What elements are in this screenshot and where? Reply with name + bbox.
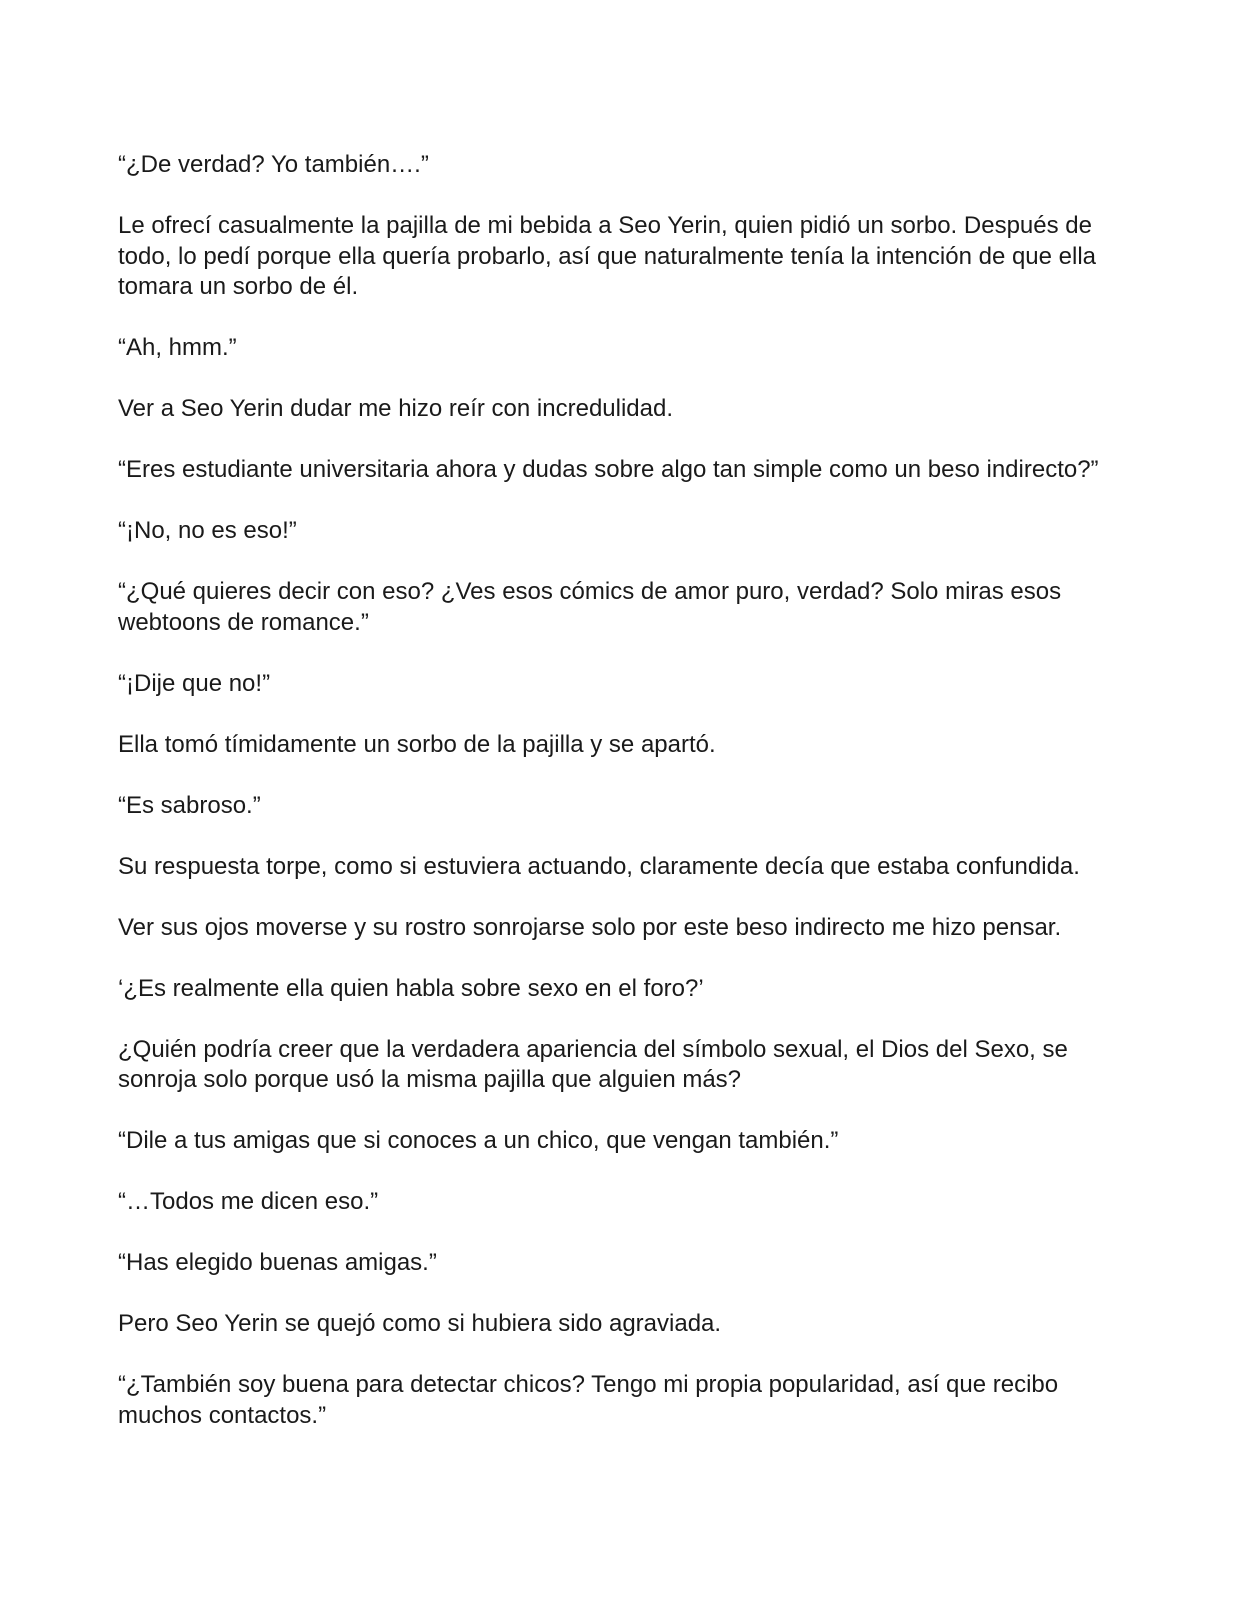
paragraph: Su respuesta torpe, como si estuviera actuando, claramente decía que estaba confundida. bbox=[118, 852, 1080, 880]
paragraph: Ver sus ojos moverse y su rostro sonrojarse solo por este beso indirecto me hizo pensar. bbox=[118, 913, 1062, 941]
paragraph: Le ofrecí casualmente la pajilla de mi bebida a Seo Yerin, quien pidió un sorbo. Después de todo, lo pedí porque ella quería probarlo, así que naturalmente tenía la intención de que ella tomara un sorbo de él. bbox=[118, 212, 1097, 300]
paragraph: “Eres estudiante universitaria ahora y dudas sobre algo tan simple como un beso indirecto?” bbox=[118, 456, 1099, 483]
paragraph: “Dile a tus amigas que si conoces a un chico, que vengan también.” bbox=[118, 1127, 839, 1154]
paragraph: “¿De verdad? Yo también….” bbox=[118, 151, 429, 178]
paragraph: “Ah, hmm.” bbox=[118, 334, 237, 361]
paragraph: ‘¿Es realmente ella quien habla sobre sexo en el foro?’ bbox=[118, 974, 704, 1002]
paragraph: “Es sabroso.” bbox=[118, 791, 261, 819]
paragraph: “Has elegido buenas amigas.” bbox=[118, 1249, 437, 1276]
document-body bbox=[118, 150, 1128, 1462]
paragraph: “¡No, no es eso!” bbox=[118, 517, 297, 544]
paragraph: ¿Quién podría creer que la verdadera apariencia del símbolo sexual, el Dios del Sexo, se sonroja solo porque usó la misma pajilla que alguien más? bbox=[118, 1035, 1068, 1093]
paragraph: “…Todos me dicen eso.” bbox=[118, 1188, 379, 1215]
paragraph: “¡Dije que no!” bbox=[118, 669, 271, 697]
paragraph: “¿También soy buena para detectar chicos? Tengo mi propia popularidad, así que recibo muchos contactos.” bbox=[118, 1371, 1059, 1429]
paragraph: “¿Qué quieres decir con eso? ¿Ves esos cómics de amor puro, verdad? Solo miras esos webtoons de romance.” bbox=[118, 578, 1062, 636]
paragraph: Ver a Seo Yerin dudar me hizo reír con incredulidad. bbox=[118, 395, 674, 422]
paragraph: Ella tomó tímidamente un sorbo de la pajilla y se apartó. bbox=[118, 730, 716, 758]
paragraph: Pero Seo Yerin se quejó como si hubiera sido agraviada. bbox=[118, 1310, 722, 1337]
